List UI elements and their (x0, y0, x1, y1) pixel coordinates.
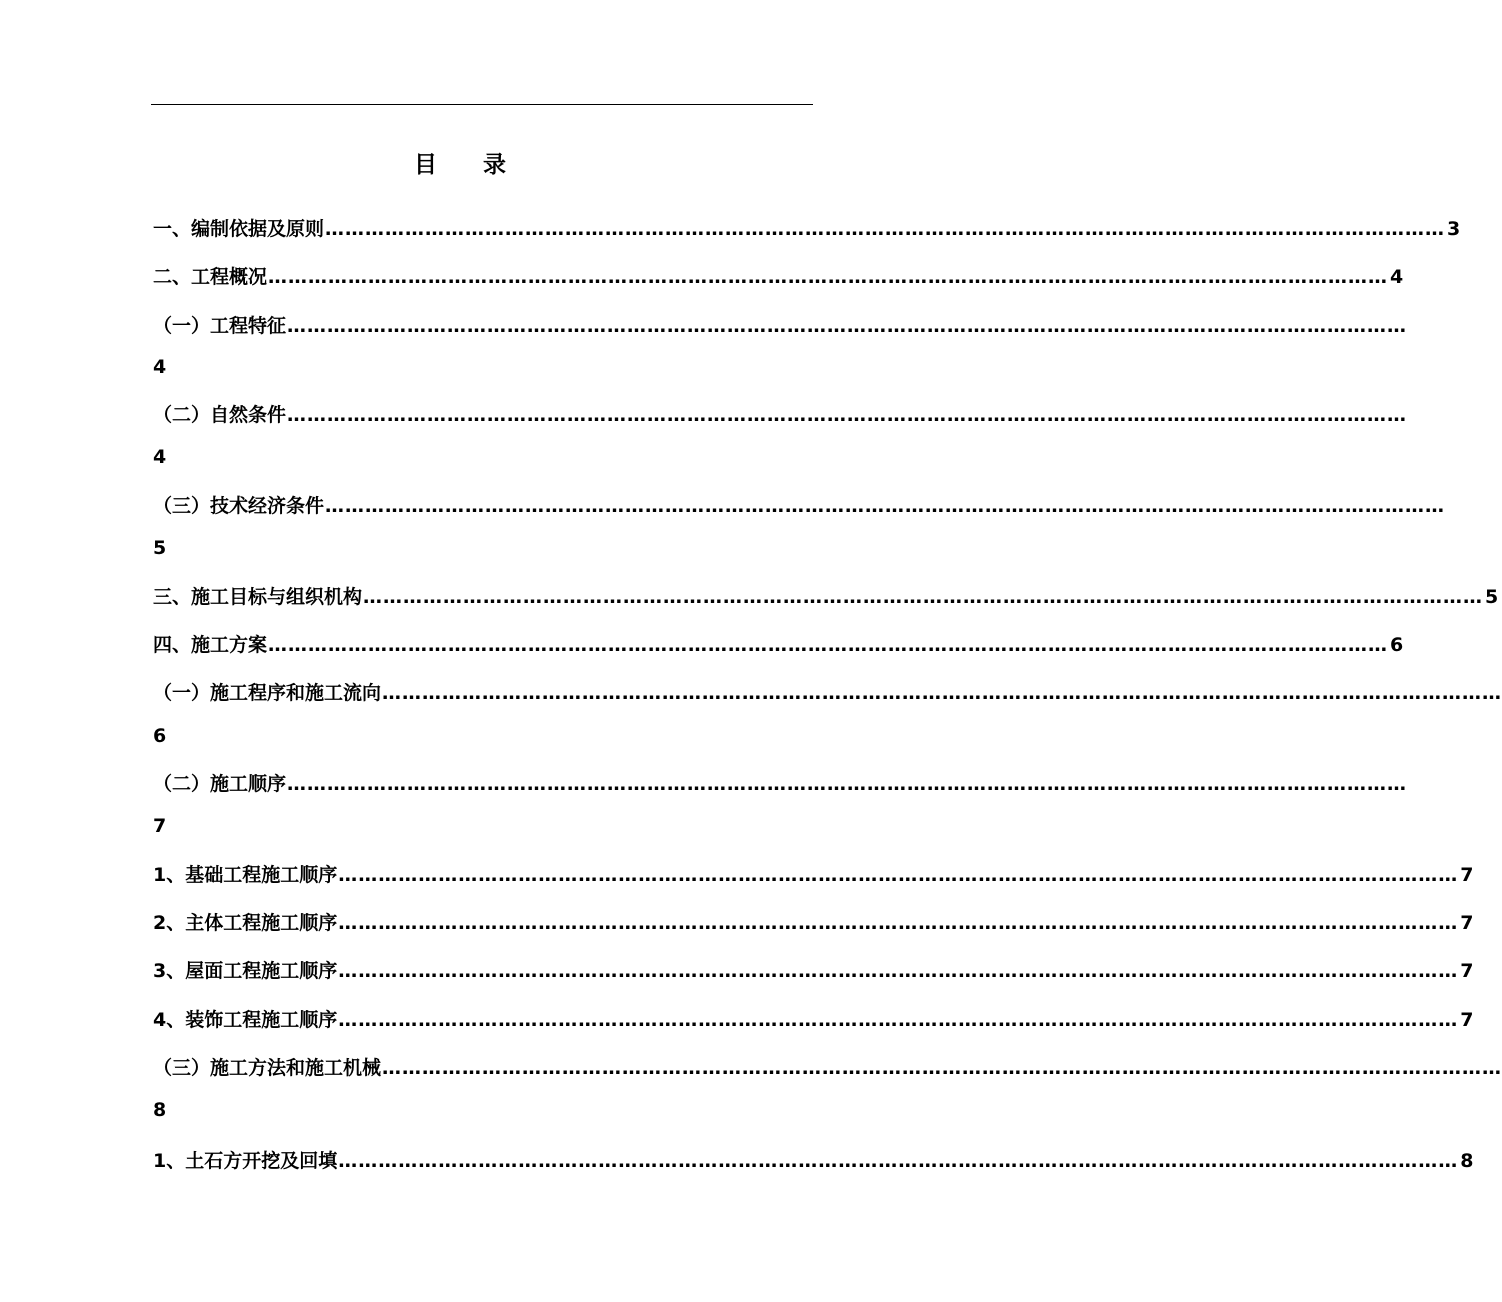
toc-entry[interactable] (153, 262, 1404, 292)
toc-entry[interactable] (153, 1146, 1474, 1176)
toc-entry-page: 7 (1460, 912, 1474, 934)
toc-leader: …………………………………………………………………………………………………………………………………………………… (363, 586, 1484, 608)
toc-entry-page[interactable]: 8 (153, 1099, 167, 1121)
toc-entry-page: 5 (1485, 586, 1499, 608)
toc-entry-label: （一）工程特征 (153, 315, 287, 337)
toc-entry[interactable] (153, 582, 1499, 612)
toc-entry-page[interactable]: 6 (153, 725, 167, 747)
toc-entry[interactable] (153, 214, 1461, 244)
toc-leader: …………………………………………………………………………………………………………………………………………………… (382, 682, 1502, 704)
toc-entry[interactable] (153, 400, 1408, 430)
toc-entry-label: （二）施工顺序 (153, 773, 287, 795)
toc-leader: …………………………………………………………………………………………………………………………………………………… (325, 495, 1446, 517)
toc-leader: …………………………………………………………………………………………………………………………………………………… (287, 773, 1408, 795)
toc-title-char-1: 目 (414, 152, 437, 178)
toc-entry[interactable] (153, 956, 1474, 986)
toc-entry-label: 3、屋面工程施工顺序 (153, 960, 338, 982)
toc-entry-label: 1、基础工程施工顺序 (153, 864, 338, 886)
toc-entry-label: 1、土石方开挖及回填 (153, 1150, 338, 1172)
toc-leader: …………………………………………………………………………………………………………………………………………………… (338, 1009, 1459, 1031)
toc-entry[interactable] (153, 491, 1446, 521)
toc-entry-page[interactable]: 4 (153, 356, 167, 378)
toc-leader: …………………………………………………………………………………………………………………………………………………… (287, 315, 1408, 337)
toc-leader: …………………………………………………………………………………………………………………………………………………… (287, 404, 1408, 426)
toc-entry[interactable] (153, 630, 1404, 660)
toc-leader: …………………………………………………………………………………………………………………………………………………… (338, 960, 1459, 982)
toc-entry-label: 三、施工目标与组织机构 (153, 586, 363, 608)
toc-leader: …………………………………………………………………………………………………………………………………………………… (338, 1150, 1459, 1172)
toc-entry-label: （三）技术经济条件 (153, 495, 325, 517)
toc-leader: …………………………………………………………………………………………………………………………………………………… (382, 1057, 1502, 1079)
toc-entry-label: （一）施工程序和施工流向 (153, 682, 382, 704)
toc-leader: …………………………………………………………………………………………………………………………………………………… (268, 266, 1389, 288)
toc-entry-label: 四、施工方案 (153, 634, 268, 656)
toc-entry-label: （三）施工方法和施工机械 (153, 1057, 382, 1079)
toc-entry-page: 3 (1447, 218, 1461, 240)
toc-leader: …………………………………………………………………………………………………………………………………………………… (268, 634, 1389, 656)
toc-title-char-2: 录 (483, 152, 506, 178)
toc-entry-label: 一、编制依据及原则 (153, 218, 325, 240)
toc-entry-page: 6 (1390, 634, 1404, 656)
toc-entry-page[interactable]: 5 (153, 537, 167, 559)
toc-entry-label: 2、主体工程施工顺序 (153, 912, 338, 934)
toc-entry[interactable] (153, 860, 1474, 890)
toc-entry-label: （二）自然条件 (153, 404, 287, 426)
toc-entry[interactable] (153, 1053, 1502, 1083)
toc-entry-page: 4 (1390, 266, 1404, 288)
toc-entry-page: 7 (1460, 960, 1474, 982)
toc-entry[interactable] (153, 908, 1474, 938)
toc-entry-page: 7 (1460, 864, 1474, 886)
toc-entry-label: 二、工程概况 (153, 266, 268, 288)
toc-entry-page[interactable]: 4 (153, 446, 167, 468)
toc-leader: …………………………………………………………………………………………………………………………………………………… (325, 218, 1446, 240)
toc-entry[interactable] (153, 1005, 1474, 1035)
toc-entry[interactable] (153, 678, 1502, 708)
toc-entry-page[interactable]: 7 (153, 815, 167, 837)
toc-leader: …………………………………………………………………………………………………………………………………………………… (338, 864, 1459, 886)
toc-leader: …………………………………………………………………………………………………………………………………………………… (338, 912, 1459, 934)
toc-entry[interactable] (153, 769, 1408, 799)
toc-entry-label: 4、装饰工程施工顺序 (153, 1009, 338, 1031)
toc-entry[interactable] (153, 311, 1408, 341)
toc-entry-page: 7 (1460, 1009, 1474, 1031)
toc-entry-page: 8 (1460, 1150, 1474, 1172)
